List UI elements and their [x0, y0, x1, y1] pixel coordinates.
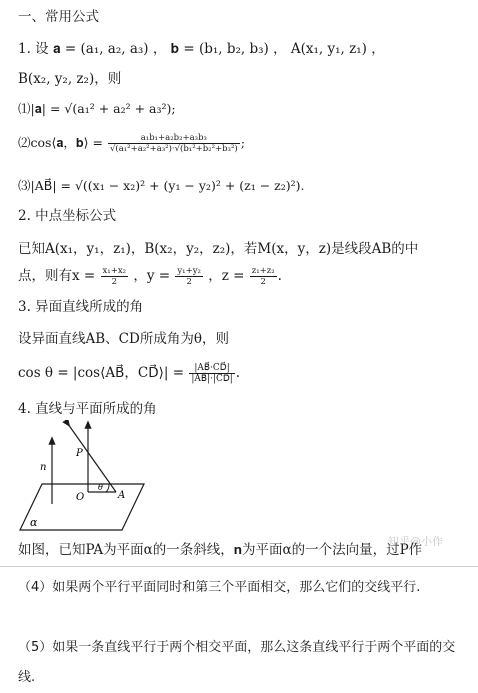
label-a: A	[118, 490, 126, 501]
section1-title: 一、常用公式	[18, 9, 99, 25]
midpoint-y-fraction	[175, 266, 203, 287]
item2-text-d: .	[277, 268, 282, 284]
plane-alpha	[20, 484, 144, 530]
label-alpha: α	[30, 516, 38, 529]
item3-fraction	[189, 363, 234, 384]
item3-formula	[18, 363, 240, 384]
angle-arc	[106, 484, 109, 492]
item2-line1: 已知A(x₁，y₁，z₁)，B(x₂，y₂，z₂)，若M(x，y，z)是线段AB的中	[18, 241, 419, 257]
label-n: n	[40, 462, 47, 473]
item3-denominator: |AB⃗|·|CD⃗|	[191, 374, 233, 384]
item1-line2: B(x₂, y₂, z₂)，则	[18, 71, 122, 87]
line-plane-angle-diagram	[18, 420, 148, 532]
watermark: 知乎@小作	[388, 535, 443, 548]
midpoint-y-numerator: y₁+y₂	[177, 266, 201, 276]
formula-3: ⑶|AB⃗| = √((x₁ − x₂)² + (y₁ − y₂)² + (z₁ − z₂)²).	[18, 178, 305, 193]
item2-text-c: ，z =	[208, 268, 245, 284]
midpoint-x-fraction	[101, 266, 129, 287]
item3-formula-left: cos θ = |cos⟨AB⃗，CD⃗⟩| =	[18, 365, 185, 381]
paragraph-5: （5）如果一条直线平行于两个相交平面，那么这条直线平行于两个平面的交线.	[18, 640, 456, 685]
formula-2-fraction	[108, 133, 240, 154]
formula-2-numerator: a₁b₁+a₂b₂+a₃b₃	[108, 133, 240, 144]
item3-numerator: |AB⃗·CD⃗|	[189, 363, 234, 374]
formula-2-left: ⑵cos⟨𝐚，𝐛⟩ =	[18, 135, 103, 150]
item3-title: 3. 异面直线所成的角	[18, 299, 144, 315]
midpoint-z-numerator: z₁+z₂	[251, 266, 275, 276]
label-theta: θ	[98, 483, 103, 492]
formula-2-end: ;	[240, 135, 245, 150]
midpoint-z-fraction	[250, 266, 277, 287]
formula-2	[18, 133, 245, 154]
midpoint-z-denominator: 2	[260, 277, 266, 287]
label-p: P	[76, 448, 83, 459]
divider	[0, 566, 478, 567]
paragraph-4: （4）如果两个平行平面同时和第三个平面相交，那么它们的交线平行.	[18, 580, 421, 595]
diagram-caption: 如图，已知PA为平面α的一条斜线，𝐧为平面α的一个法向量，过P作	[18, 542, 423, 558]
formula-2-denominator: √(a₁²+a₂²+a₃²)·√(b₁²+b₂²+b₃²)	[109, 144, 238, 154]
item3-line1: 设异面直线AB、CD所成角为θ，则	[18, 331, 229, 347]
midpoint-x-numerator: x₁+x₂	[102, 266, 127, 276]
midpoint-y-denominator: 2	[186, 277, 192, 287]
item3-end: .	[235, 365, 241, 381]
item2-text-b: ，y =	[133, 268, 171, 284]
item2-text-a: 点，则有x =	[18, 268, 96, 284]
item1-line1: 1. 设 𝐚 = (a₁, a₂, a₃) ， 𝐛 = (b₁, b₂, b₃) ， A(x₁, y₁, z₁) ，	[18, 41, 385, 57]
formula-1: ⑴|𝐚| = √(a₁² + a₂² + a₃²);	[18, 101, 176, 116]
item2-title: 2. 中点坐标公式	[18, 208, 117, 224]
item2-line2	[18, 266, 282, 287]
item4-title: 4. 直线与平面所成的角	[18, 401, 157, 417]
midpoint-x-denominator: 2	[111, 277, 117, 287]
label-o: O	[76, 492, 85, 503]
